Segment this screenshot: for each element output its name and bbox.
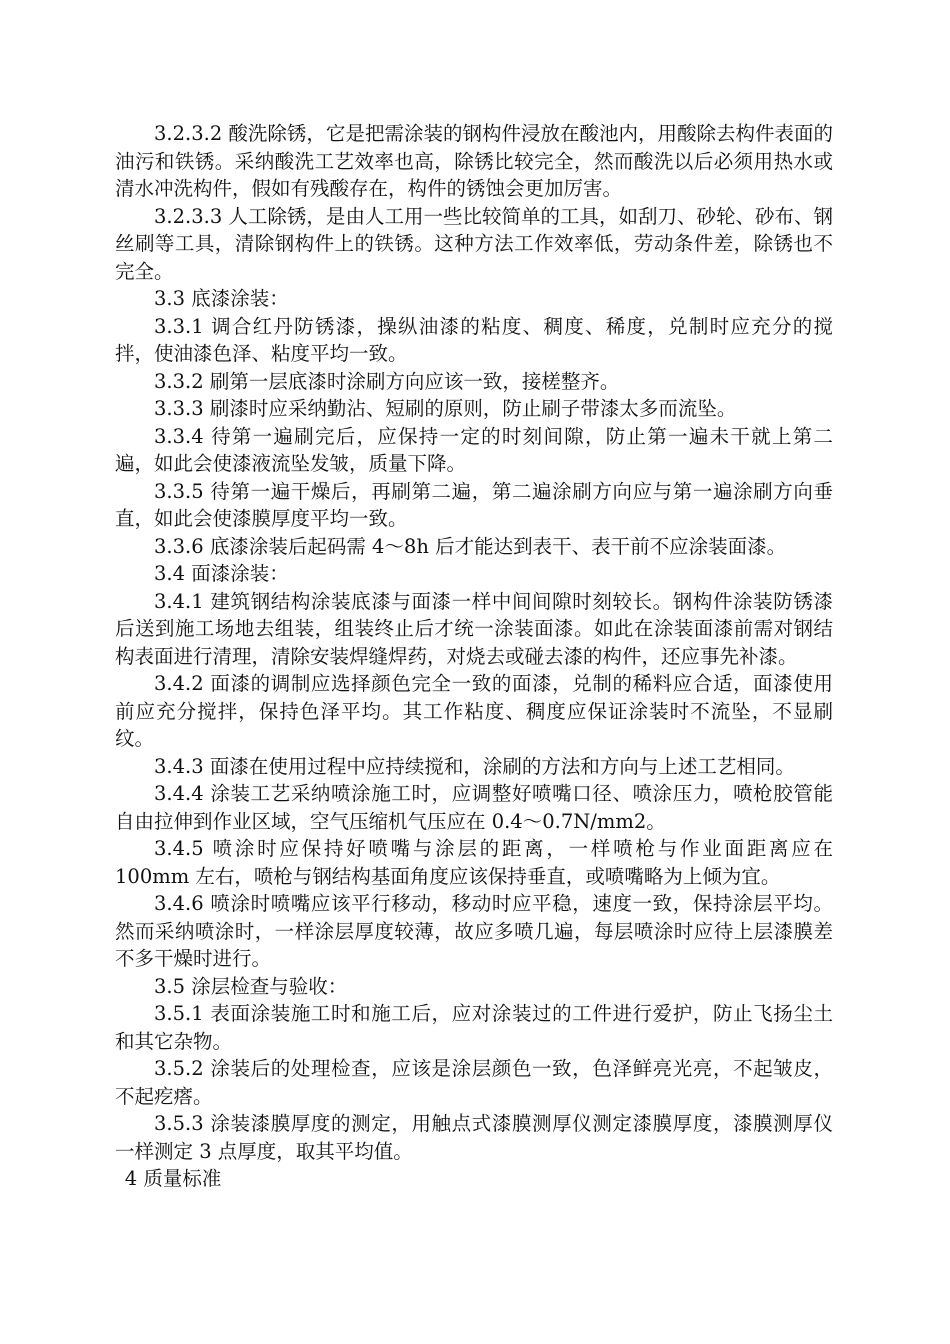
paragraph-3-4-5: 3.4.5 喷涂时应保持好喷嘴与涂层的距离，一样喷枪与作业面距离应在 100mm 左右，喷枪与钢结构基面角度应该保持垂直，或喷嘴略为上倾为宜。 [115,837,833,888]
paragraph-3-3-4: 3.3.4 待第一遍刷完后，应保持一定的时刻间隙，防止第一遍未干就上第二遍，如此会使漆液流坠发皱，质量下降。 [115,424,833,475]
paragraph-3-5-3: 3.5.3 涂装漆膜厚度的测定，用触点式漆膜测厚仪测定漆膜厚度，漆膜测厚仪一样测定 3 点厚度，取其平均值。 [115,1112,833,1163]
paragraph-3-3-2: 3.3.2 刷第一层底漆时涂刷方向应该一致，接槎整齐。 [154,369,620,393]
paragraph-3-3-6: 3.3.6 底漆涂装后起码需 4～8h 后才能达到表干、表干前不应涂装面漆。 [154,534,787,558]
heading-3-4: 3.4 面漆涂装： [154,562,289,585]
paragraph-3-3-5: 3.3.5 待第一遍干燥后，再刷第二遍，第二遍涂刷方向应与第一遍涂刷方向垂直，如此会使漆膜厚度平均一致。 [115,479,833,530]
paragraph-3-4-6: 3.4.6 喷涂时喷嘴应该平行移动，移动时应平稳，速度一致，保持涂层平均。然而采纳喷涂时，一样涂层厚度较薄，故应多喷几遍，每层喷涂时应待上层漆膜差不多干燥时进行。 [115,892,833,970]
paragraph-3-5-2: 3.5.2 涂装后的处理检查，应该是涂层颜色一致，色泽鲜亮光亮，不起皱皮，不起疙瘩。 [115,1057,833,1108]
document-page [115,120,833,1193]
paragraph-3-3-3: 3.3.3 刷漆时应采纳勤沾、短刷的原则，防止刷子带漆太多而流坠。 [154,397,737,420]
section-heading-4: 4 质量标准 [124,1167,222,1190]
paragraph-3-4-2: 3.4.2 面漆的调制应选择颜色完全一致的面漆，兑制的稀料应合适，面漆使用前应充分搅拌，保持色泽平均。其工作粘度、稠度应保证涂装时不流坠，不显刷纹。 [115,672,833,750]
heading-3-5: 3.5 涂层检查与验收： [154,974,348,998]
paragraph-3-4-3: 3.4.3 面漆在使用过程中应持续搅和，涂刷的方法和方向与上述工艺相同。 [154,754,795,778]
paragraph-3-4-1: 3.4.1 建筑钢结构涂装底漆与面漆一样中间间隙时刻较长。钢构件涂装防锈漆后送到施工场地去组装，组装终止后才统一涂装面漆。如此在涂装面漆前需对钢结构表面进行清理，清除安装焊缝焊药，对烧去或碰去漆的构件，还应事先补漆。 [115,589,833,668]
paragraph-3-3-1: 3.3.1 调合红丹防锈漆，操纵油漆的粘度、稠度、稀度，兑制时应充分的搅拌，使油漆色泽、粘度平均一致。 [115,314,833,365]
paragraph-3-4-4: 3.4.4 涂装工艺采纳喷涂施工时，应调整好喷嘴口径、喷涂压力，喷枪胶管能自由拉伸到作业区域，空气压缩机气压应在 0.4～0.7N/mm2。 [115,782,833,833]
paragraph-3-2-3-3: 3.2.3.3 人工除锈，是由人工用一些比较简单的工具，如刮刀、砂轮、砂布、钢丝刷等工具，清除钢构件上的铁锈。这种方法工作效率低，劳动条件差，除锈也不完全。 [115,204,833,283]
heading-3-3: 3.3 底漆涂装： [154,287,289,310]
paragraph-3-5-1: 3.5.1 表面涂装施工时和施工后，应对涂装过的工件进行爱护，防止飞扬尘土和其它杂物。 [115,1002,833,1053]
paragraph-3-2-3-2: 3.2.3.2 酸洗除锈，它是把需涂装的钢构件浸放在酸池内，用酸除去构件表面的油污和铁锈。采纳酸洗工艺效率也高，除锈比较完全，然而酸洗以后必须用热水或清水冲洗构件，假如有残酸存在，构件的锈蚀会更加厉害。 [115,122,833,200]
